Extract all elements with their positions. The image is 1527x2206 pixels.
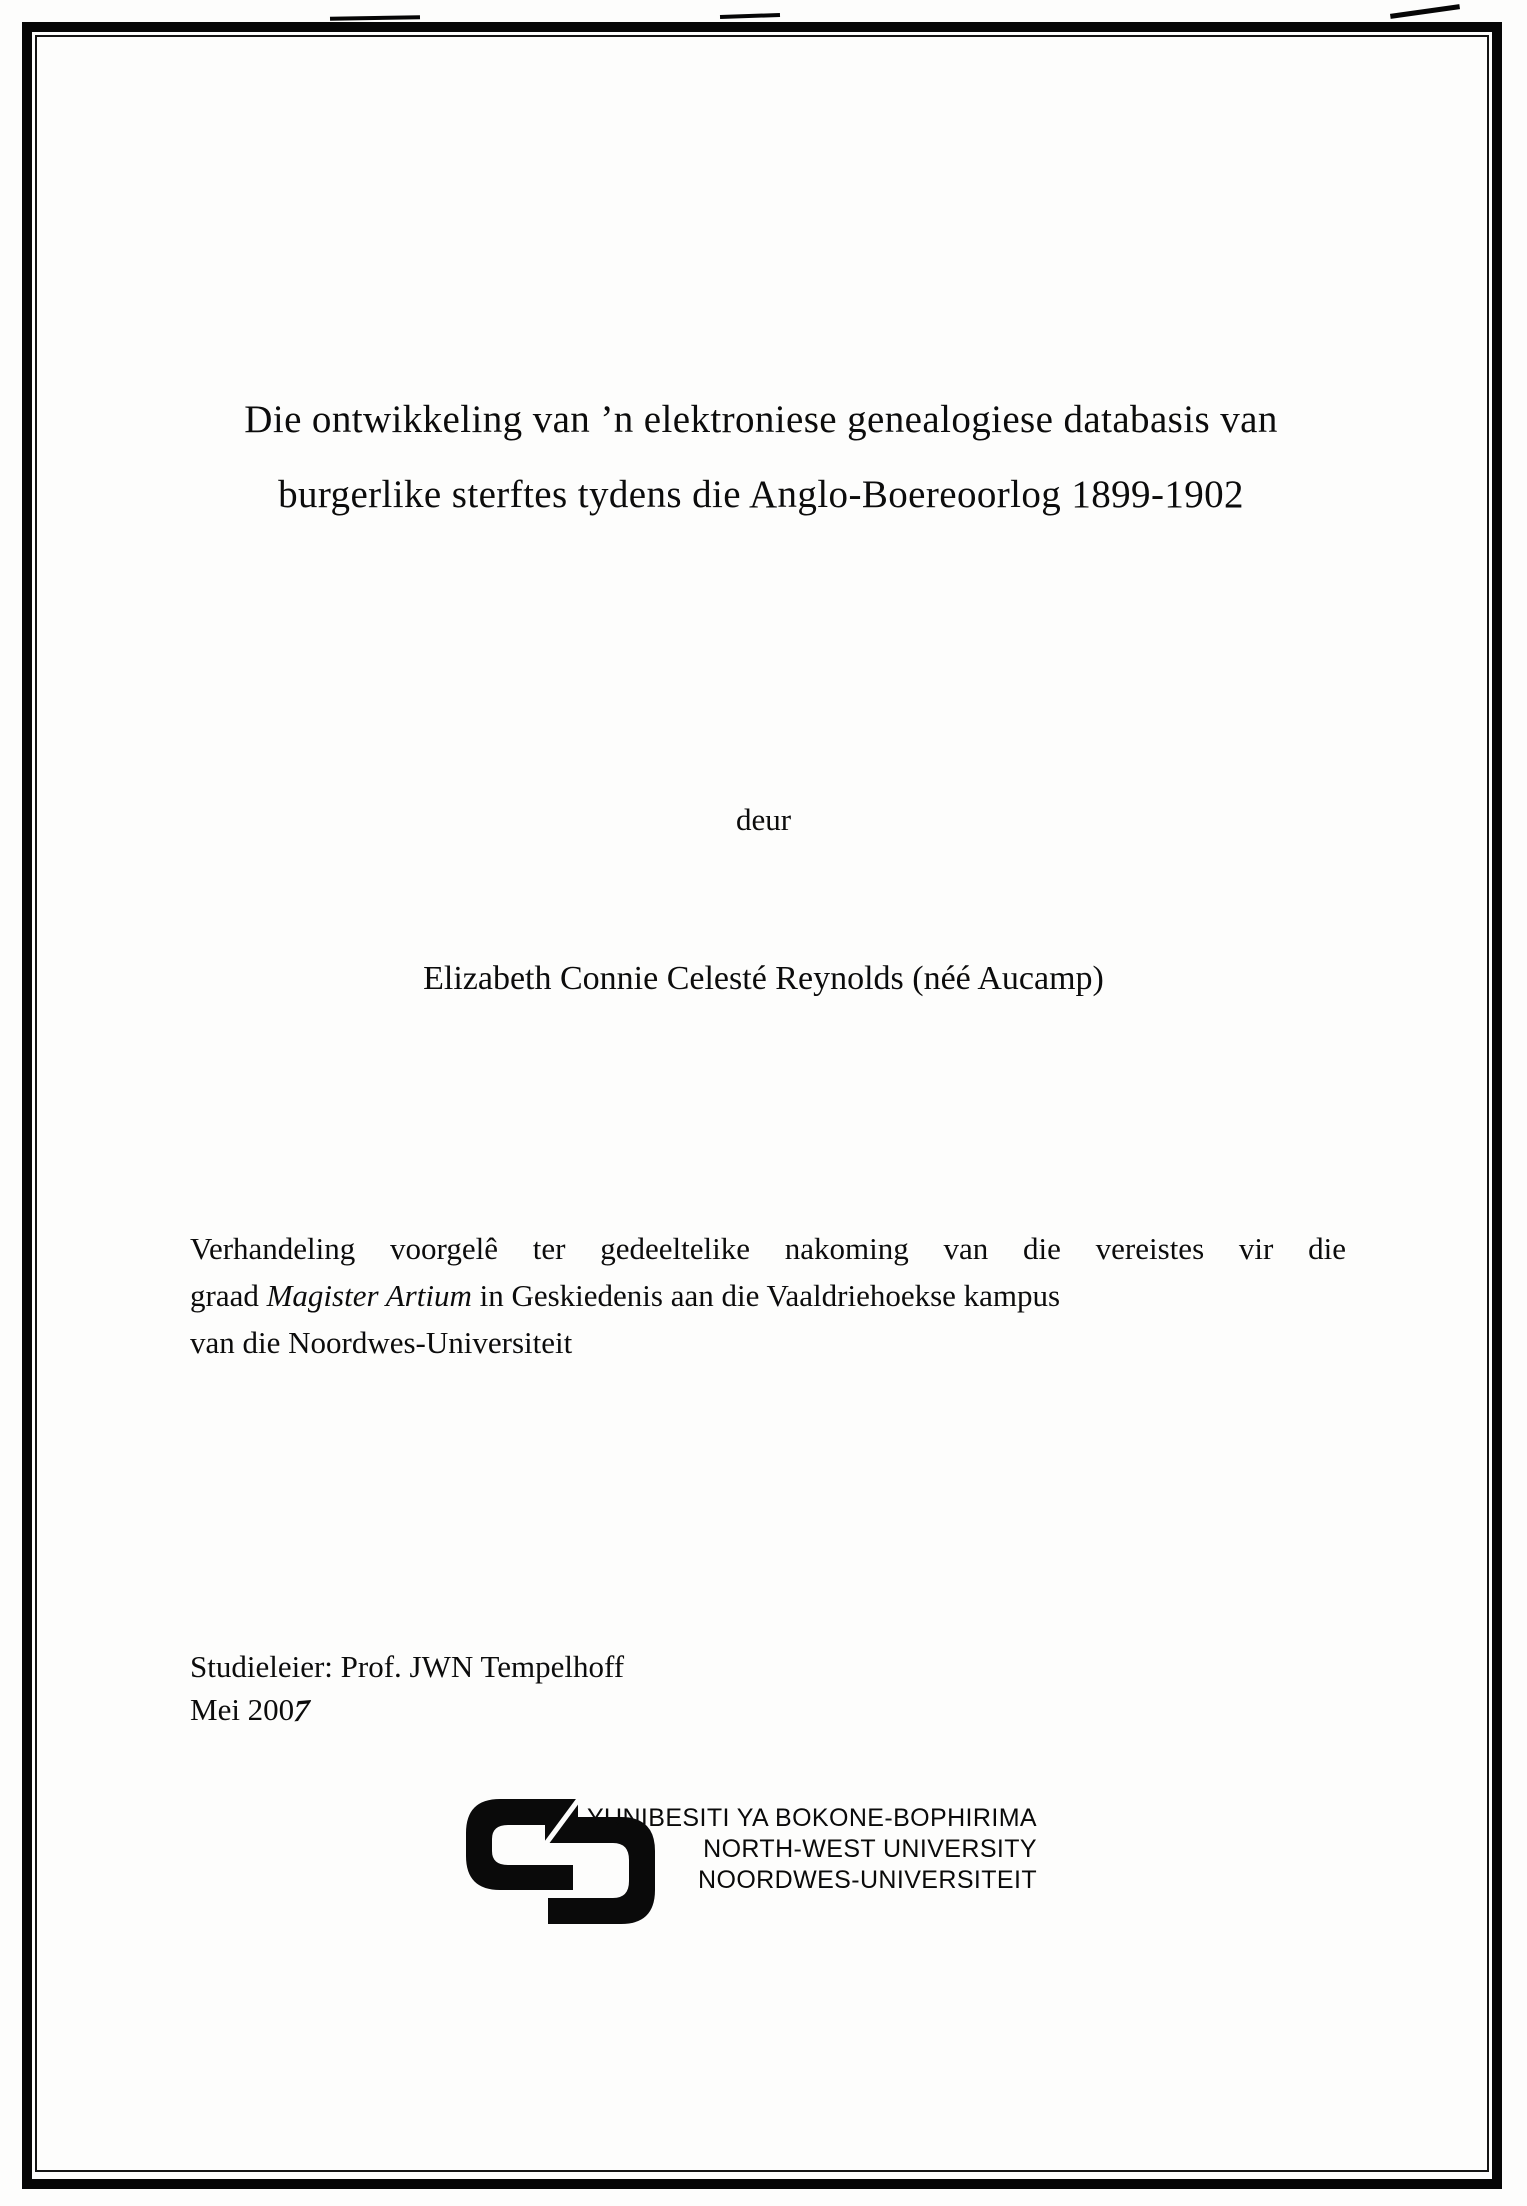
scan-artifact — [720, 13, 780, 19]
degree-statement-line2 — [190, 1272, 1346, 1319]
scan-artifact — [1390, 4, 1460, 19]
author-name: Elizabeth Connie Celesté Reynolds (néé Aucamp) — [423, 960, 1104, 997]
university-name-afrikaans: NOORDWES-UNIVERSITEIT — [698, 1866, 1037, 1894]
thesis-title — [120, 382, 1402, 532]
date-final-digit: 7 — [289, 1692, 314, 1729]
university-name-setswana: YUNIBESITI YA BOKONE-BOPHIRIMA — [586, 1804, 1037, 1832]
degree-statement-line1: Verhandeling voorgelê ter gedeeltelike nakoming van die vereistes vir die — [190, 1231, 1346, 1266]
thesis-title-line2: burgerlike sterftes tydens die Anglo-Boereoorlog 1899-1902 — [278, 473, 1244, 516]
scan-artifact — [330, 15, 420, 21]
supervisor-line: Studieleier: Prof. JWN Tempelhoff — [190, 1649, 625, 1684]
university-name-block — [557, 1803, 1037, 1896]
degree-statement-line3: van die Noordwes-Universiteit — [190, 1325, 573, 1360]
date-line — [190, 1688, 624, 1731]
byline-label: deur — [735, 802, 792, 837]
date-prefix: Mei 200 — [190, 1692, 295, 1727]
thesis-title-line1: Die ontwikkeling van ’n elektroniese genealogiese databasis van — [244, 398, 1278, 441]
degree-statement-line2-pre: graad — [190, 1278, 267, 1313]
supervisor-block — [190, 1645, 624, 1731]
degree-name-italic: Magister Artium — [266, 1278, 472, 1313]
university-name-english: NORTH-WEST UNIVERSITY — [703, 1835, 1037, 1863]
degree-statement — [190, 1225, 1346, 1366]
degree-statement-line2-post: in Geskiedenis aan die Vaaldriehoekse kampus — [471, 1278, 1061, 1313]
